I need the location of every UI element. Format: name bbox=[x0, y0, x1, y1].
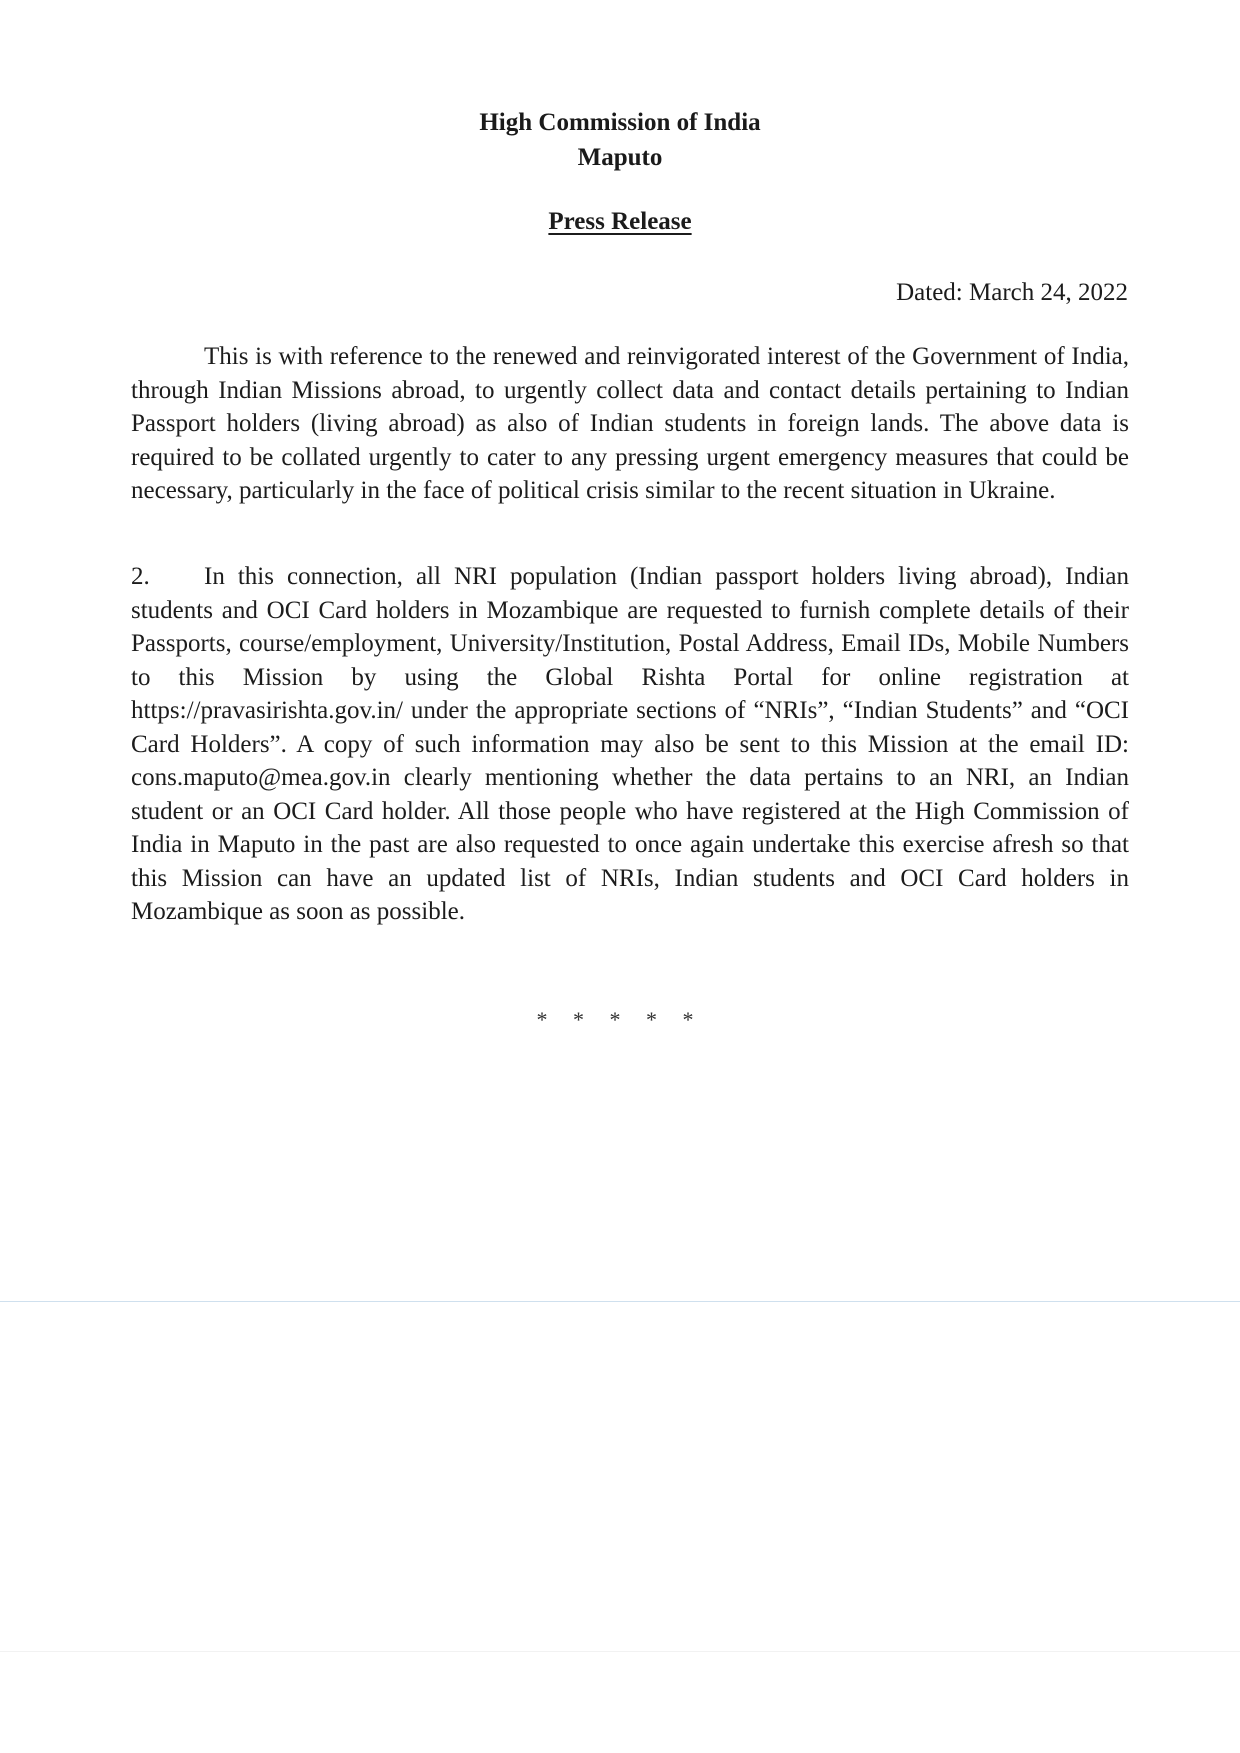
paragraph-1: This is with reference to the renewed and reinvigorated interest of the Government of India, through Indian Missions abroad, to urgently collect data and contact details pertaining to Indian Passport holders (living abroad) as also of Indian students in foreign lands. The above data is required to be collated urgently to cater to any pressing urgent emergency measures that could be necessary, particularly in the face of political crisis similar to the recent situation in Ukraine. bbox=[131, 343, 1129, 504]
paragraph-2-number: 2. bbox=[131, 563, 150, 590]
document-title: Press Release bbox=[548, 208, 692, 235]
organization-name: High Commission of India bbox=[479, 109, 761, 136]
scan-fold-line-lower bbox=[0, 1651, 1240, 1652]
city-name: Maputo bbox=[577, 144, 663, 171]
scan-fold-line bbox=[0, 1301, 1240, 1302]
end-marker: * * * * * bbox=[536, 1007, 704, 1032]
date-line: Dated: March 24, 2022 bbox=[896, 279, 1128, 306]
paragraph-2 bbox=[131, 560, 1129, 929]
paragraph-2-text: In this connection, all NRI population (Indian passport holders living abroad), Indian students and OCI Card holders in Mozambique are requested to furnish complete details of their Passports, course/employment, University/Institution, Postal Address, Email IDs, Mobile Numbers to this Mission by using the Global Rishta Portal for online registration at https://pravasirishta.gov.in/ under the appropriate sections of “NRIs”, “Indian Students” and “OCI Card Holders”. A copy of such information may also be sent to this Mission at the email ID: cons.maputo@mea.gov.in clearly mentioning whether the data pertains to an NRI, an Indian student or an OCI Card holder. All those people who have registered at the High Commission of India in Maputo in the past are also requested to once again undertake this exercise afresh so that this Mission can have an updated list of NRIs, Indian students and OCI Card holders in Mozambique as soon as possible. bbox=[131, 563, 1129, 925]
